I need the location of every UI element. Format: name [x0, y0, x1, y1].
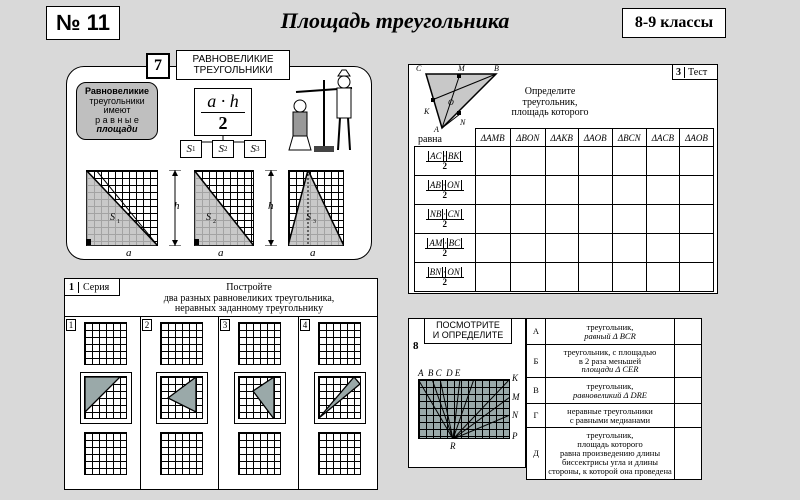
area-formula: a · h 2	[194, 88, 252, 136]
label-k: K	[512, 373, 519, 383]
answer-cell[interactable]	[675, 378, 702, 404]
col-sep	[218, 316, 219, 490]
answer-cell[interactable]	[612, 147, 646, 176]
col-number-3: 3	[220, 319, 230, 331]
page-title: Площадь треугольника	[280, 8, 510, 33]
answer-cell[interactable]	[510, 147, 545, 176]
vertex-b: B	[494, 64, 499, 73]
s1-box: S 1	[180, 140, 202, 158]
a-label-3: a	[310, 247, 316, 259]
table-row	[415, 263, 714, 292]
option-row-b[interactable]: Б треугольник, с площадью в 2 раза меньшей площади Δ CER	[527, 345, 702, 378]
option-row-d[interactable]: Д треугольник, площадь которого равна произведению длины биссектрисы угла и длины стороны, к которой она проведена	[527, 428, 702, 480]
answer-cell[interactable]	[675, 428, 702, 480]
answer-cell[interactable]	[545, 176, 578, 205]
empty-grid[interactable]	[318, 322, 361, 365]
col-number-4: 4	[300, 319, 310, 331]
col-header: ΔBON	[510, 129, 545, 147]
answer-cell[interactable]	[675, 345, 702, 378]
answer-cell[interactable]	[675, 404, 702, 428]
answer-cell[interactable]	[578, 234, 612, 263]
triangle-s2	[194, 170, 254, 246]
equals-label: равна	[418, 134, 442, 145]
answer-cell[interactable]	[510, 263, 545, 292]
triangle-s1	[86, 170, 158, 246]
a-label-2: a	[218, 247, 224, 259]
col-header: ΔBCN	[612, 129, 646, 147]
row-formula: $\frac{AC \cdot BK}{2}$	[415, 147, 476, 176]
answer-cell[interactable]	[646, 205, 679, 234]
answer-cell[interactable]	[545, 263, 578, 292]
answer-cell[interactable]	[646, 176, 679, 205]
test-question: Определите треугольник, площадь которого	[511, 86, 589, 119]
row-formula: $\frac{BN \cdot ON}{2}$	[415, 263, 476, 292]
figure-top-labels: A B C D E	[418, 368, 461, 378]
table-row	[415, 234, 714, 263]
test-table	[414, 128, 714, 292]
card8-title: ПОСМОТРИТЕ И ОПРЕДЕЛИТЕ	[424, 318, 512, 344]
answer-cell[interactable]	[545, 147, 578, 176]
answer-cell[interactable]	[646, 234, 679, 263]
col-sep	[140, 316, 141, 490]
triangle-s3	[288, 170, 344, 246]
answer-cell[interactable]	[475, 147, 510, 176]
s2-box: S 2	[212, 140, 234, 158]
option-row-g[interactable]: Г неравные треугольники с равными медианами	[527, 404, 702, 428]
answer-cell[interactable]	[646, 147, 679, 176]
answer-cell[interactable]	[679, 263, 713, 292]
empty-grid[interactable]	[238, 432, 281, 475]
answer-cell[interactable]	[675, 319, 702, 345]
card7-badge: 7	[146, 53, 170, 79]
vertex-a: A	[434, 125, 439, 134]
given-triangle-1	[84, 376, 127, 419]
answer-cell[interactable]	[510, 205, 545, 234]
vertex-n: N	[460, 118, 466, 127]
vertex-k: K	[424, 107, 430, 116]
answer-cell[interactable]	[578, 205, 612, 234]
empty-grid[interactable]	[84, 322, 127, 365]
lesson-number: № 11	[46, 6, 120, 40]
answer-cell[interactable]	[612, 205, 646, 234]
empty-grid[interactable]	[84, 432, 127, 475]
vertex-o: O	[448, 98, 454, 107]
card8-badge: 8	[413, 340, 419, 352]
answer-cell[interactable]	[475, 205, 510, 234]
vertex-c: C	[416, 64, 422, 73]
h-label-2: h	[268, 200, 274, 212]
answer-cell[interactable]	[475, 176, 510, 205]
empty-grid[interactable]	[160, 322, 203, 365]
answer-cell[interactable]	[679, 205, 713, 234]
given-triangle-2	[160, 376, 203, 419]
a-label-1: a	[126, 247, 132, 259]
empty-grid[interactable]	[160, 432, 203, 475]
col-header: ΔAOB	[578, 129, 612, 147]
answer-cell[interactable]	[578, 263, 612, 292]
svg-text:1: 1	[117, 219, 120, 225]
col-number-1: 1	[66, 319, 76, 331]
series-task: Постройте два разных равновеликих треугольника, неравных заданному треугольнику	[163, 282, 335, 315]
grade-label: 8-9 классы	[622, 8, 726, 38]
table-row	[415, 176, 714, 205]
label-m: M	[512, 392, 520, 402]
empty-grid[interactable]	[318, 432, 361, 475]
vertex-m: M	[458, 64, 465, 73]
table-row	[415, 205, 714, 234]
given-triangle-3	[238, 376, 281, 419]
label-r: R	[450, 441, 456, 451]
answer-cell[interactable]	[612, 263, 646, 292]
s3-box: S 3	[244, 140, 266, 158]
col-header: ΔAKB	[545, 129, 578, 147]
scales-illustration	[284, 66, 364, 158]
options-table	[526, 318, 702, 480]
col-sep	[298, 316, 299, 490]
answer-cell[interactable]	[545, 205, 578, 234]
svg-text:3: 3	[313, 219, 316, 225]
answer-cell[interactable]	[679, 147, 713, 176]
answer-cell[interactable]	[578, 147, 612, 176]
rule-box: Равновеликие треугольники имеют р а в н ы е площади	[76, 82, 158, 140]
svg-text:S: S	[306, 212, 311, 223]
col-header: ΔAMB	[475, 129, 510, 147]
svg-text:S: S	[110, 212, 115, 223]
series-divider	[64, 316, 378, 317]
answer-cell[interactable]	[510, 234, 545, 263]
answer-cell[interactable]	[612, 176, 646, 205]
row-formula: $\frac{AM \cdot BC}{2}$	[415, 234, 476, 263]
empty-grid[interactable]	[238, 322, 281, 365]
option-row-a[interactable]: А треугольник, равный Δ BCR	[527, 319, 702, 345]
answer-cell[interactable]	[510, 176, 545, 205]
col-header: ΔACB	[646, 129, 679, 147]
answer-cell[interactable]	[545, 234, 578, 263]
figure8-lines	[418, 379, 510, 439]
answer-cell[interactable]	[646, 263, 679, 292]
table-row	[415, 147, 714, 176]
label-n: N	[512, 410, 519, 420]
answer-cell[interactable]	[578, 176, 612, 205]
label-p: P	[512, 431, 518, 441]
series-badge: 1 Серия	[64, 278, 120, 296]
svg-text:2: 2	[213, 219, 216, 225]
card7-title: РАВНОВЕЛИКИЕ ТРЕУГОЛЬНИКИ	[176, 50, 290, 80]
col-header: ΔAOB	[679, 129, 713, 147]
row-formula: $\frac{AB \cdot ON}{2}$	[415, 176, 476, 205]
h-label-1: h	[174, 200, 180, 212]
answer-cell[interactable]	[475, 234, 510, 263]
row-formula: $\frac{NB \cdot CN}{2}$	[415, 205, 476, 234]
given-triangle-4	[318, 376, 361, 419]
answer-cell[interactable]	[679, 176, 713, 205]
option-row-v[interactable]: В треугольник, равновеликий Δ DRE	[527, 378, 702, 404]
col-number-2: 2	[142, 319, 152, 331]
answer-cell[interactable]	[612, 234, 646, 263]
answer-cell[interactable]	[679, 234, 713, 263]
svg-text:S: S	[206, 212, 211, 223]
answer-cell[interactable]	[475, 263, 510, 292]
test-badge: 3 Тест	[672, 64, 718, 80]
